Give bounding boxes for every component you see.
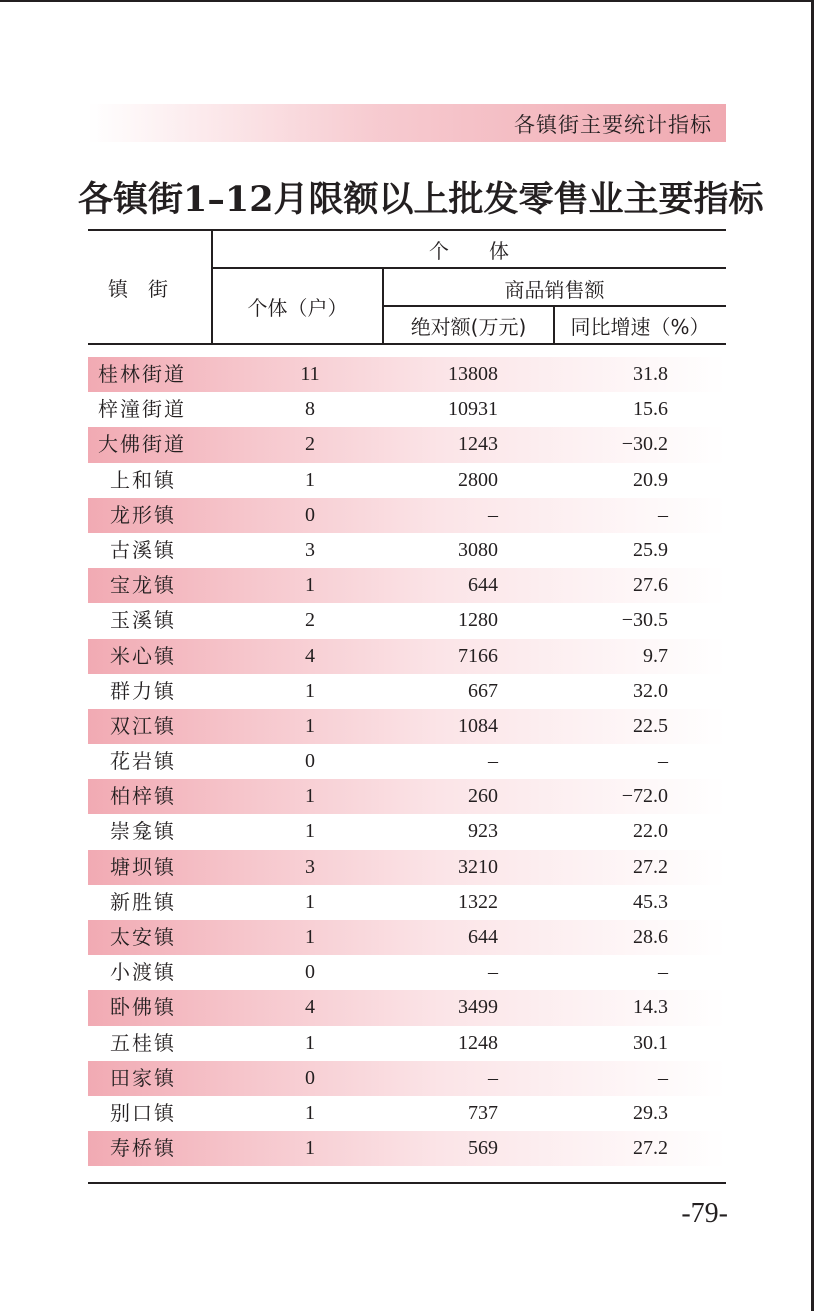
sales-absolute-cell: – [488, 961, 498, 984]
table-row [88, 639, 726, 674]
town-name-cell: 寿桥镇 [110, 1136, 176, 1161]
household-count-cell: 1 [305, 1031, 315, 1054]
table-row [88, 744, 726, 779]
sales-absolute-cell: 13808 [448, 363, 498, 385]
table-row [88, 955, 726, 990]
town-name-cell: 双江镇 [110, 713, 176, 738]
town-name-cell: 宝龙镇 [110, 573, 176, 598]
sales-absolute-cell: – [488, 503, 498, 526]
household-count-cell: 11 [300, 363, 320, 385]
sales-yoy-cell: 31.8 [633, 363, 668, 385]
section-title: 各镇街主要统计指标 [514, 113, 712, 137]
sales-absolute-cell: 3210 [458, 855, 498, 878]
table-row [88, 463, 726, 498]
household-count-cell: 8 [305, 398, 315, 421]
town-name-cell: 古溪镇 [110, 537, 176, 562]
town-name-cell: 米心镇 [110, 643, 176, 668]
sales-absolute-cell: 1248 [458, 1031, 498, 1054]
table-row [88, 533, 726, 568]
sales-absolute-cell: 3080 [458, 538, 498, 561]
town-name-cell: 塘坝镇 [110, 854, 176, 879]
household-count-cell: 1 [305, 1101, 315, 1124]
household-count-cell: 0 [305, 961, 315, 984]
sales-yoy-cell: 45.3 [633, 890, 668, 913]
town-name-cell: 群力镇 [110, 678, 176, 703]
town-name-cell: 新胜镇 [110, 889, 176, 914]
page-number: -79- [681, 1198, 728, 1229]
header-town: 镇 街 [108, 277, 168, 301]
table-row [88, 814, 726, 849]
sales-absolute-cell: 667 [468, 679, 498, 702]
table-row [88, 568, 726, 603]
table-row [88, 427, 726, 462]
town-name-cell: 五桂镇 [110, 1030, 176, 1055]
table-row [88, 498, 726, 533]
table-row [88, 1131, 726, 1166]
section-banner [88, 104, 726, 142]
sales-absolute-cell: 3499 [458, 996, 498, 1019]
sales-yoy-cell: 30.1 [633, 1031, 668, 1054]
sales-absolute-cell: 569 [468, 1137, 498, 1160]
sales-yoy-cell: – [658, 1066, 668, 1089]
town-name-cell: 别口镇 [110, 1100, 176, 1125]
household-count-cell: 1 [305, 574, 315, 597]
town-name-cell: 田家镇 [110, 1065, 176, 1090]
household-count-cell: 1 [305, 926, 315, 948]
sales-absolute-cell: 1280 [458, 609, 498, 632]
household-count-cell: 0 [305, 1066, 315, 1089]
header-individual: 个 体 [429, 239, 509, 263]
sales-absolute-cell: 923 [468, 820, 498, 843]
sales-yoy-cell: 29.3 [633, 1101, 668, 1124]
household-count-cell: 3 [305, 538, 315, 561]
table-row [88, 850, 726, 885]
household-count-cell: 1 [305, 1137, 315, 1160]
sales-absolute-cell: 1243 [458, 433, 498, 456]
household-count-cell: 4 [305, 644, 315, 667]
town-name-cell: 龙形镇 [110, 502, 176, 527]
header-rule-2 [383, 305, 726, 307]
sales-yoy-cell: 9.7 [643, 644, 668, 667]
table-row [88, 1061, 726, 1096]
town-name-cell: 太安镇 [110, 925, 176, 949]
sales-yoy-cell: – [658, 503, 668, 526]
sales-absolute-cell: – [488, 750, 498, 773]
sales-yoy-cell: 27.2 [633, 1137, 668, 1160]
header-bottom-rule [88, 343, 726, 345]
town-name-cell: 玉溪镇 [110, 608, 176, 633]
table-row [88, 674, 726, 709]
household-count-cell: 3 [305, 855, 315, 878]
sales-yoy-cell: 20.9 [633, 468, 668, 491]
household-count-cell: 1 [305, 714, 315, 737]
sales-yoy-cell: −30.2 [621, 433, 668, 456]
header-absolute: 绝对额(万元) [410, 315, 527, 339]
page-border-top [0, 0, 814, 2]
sales-yoy-cell: 27.6 [633, 574, 668, 597]
sales-yoy-cell: 27.2 [633, 855, 668, 878]
sales-yoy-cell: −72.0 [621, 785, 668, 808]
town-name-cell: 卧佛镇 [110, 995, 176, 1020]
household-count-cell: 1 [305, 679, 315, 702]
sales-absolute-cell: 1322 [458, 890, 498, 913]
sales-yoy-cell: 22.5 [633, 714, 668, 737]
sales-yoy-cell: 22.0 [633, 820, 668, 843]
town-name-cell: 大佛街道 [98, 432, 186, 457]
household-count-cell: 0 [305, 503, 315, 526]
sales-absolute-cell: – [488, 1066, 498, 1089]
table-row [88, 990, 726, 1025]
household-count-cell: 1 [305, 890, 315, 913]
sales-absolute-cell: 2800 [458, 468, 498, 491]
table-row [88, 709, 726, 744]
table-row [88, 392, 726, 427]
sales-yoy-cell: – [658, 961, 668, 984]
table-body [88, 357, 726, 1166]
household-count-cell: 2 [305, 609, 315, 632]
table-row [88, 1096, 726, 1131]
sales-absolute-cell: 737 [468, 1101, 498, 1124]
town-name-cell: 梓潼街道 [98, 397, 186, 422]
sales-absolute-cell: 644 [468, 926, 498, 948]
sales-yoy-cell: 32.0 [633, 679, 668, 702]
town-name-cell: 崇龛镇 [110, 819, 176, 844]
household-count-cell: 0 [305, 750, 315, 773]
sales-absolute-cell: 10931 [448, 398, 498, 421]
household-count-cell: 1 [305, 785, 315, 808]
household-count-cell: 2 [305, 433, 315, 456]
sales-yoy-cell: −30.5 [621, 609, 668, 632]
town-name-cell: 花岩镇 [110, 749, 176, 774]
table-row [88, 603, 726, 638]
table-row [88, 1026, 726, 1061]
page-title: 各镇街1–12月限额以上批发零售业主要指标 [78, 179, 764, 220]
header-top-rule [88, 229, 726, 231]
table-row [88, 885, 726, 920]
household-count-cell: 1 [305, 468, 315, 491]
sales-yoy-cell: 14.3 [633, 996, 668, 1019]
sales-absolute-cell: 1084 [458, 714, 498, 737]
table-row [88, 920, 726, 955]
town-name-cell: 小渡镇 [110, 960, 176, 985]
header-yoy: 同比增速（%） [570, 315, 710, 339]
header-rule-1 [212, 267, 726, 269]
sales-yoy-cell: 25.9 [633, 538, 668, 561]
table-row [88, 357, 726, 392]
household-count-cell: 4 [305, 996, 315, 1019]
table-bottom-rule [88, 1182, 726, 1184]
sales-absolute-cell: 644 [468, 574, 498, 597]
household-count-cell: 1 [305, 820, 315, 843]
table-row [88, 779, 726, 814]
sales-yoy-cell: 15.6 [633, 398, 668, 421]
sales-absolute-cell: 260 [468, 785, 498, 808]
town-name-cell: 桂林街道 [98, 362, 186, 386]
town-name-cell: 上和镇 [110, 467, 176, 492]
sales-yoy-cell: 28.6 [633, 926, 668, 948]
header-sales: 商品销售额 [504, 278, 605, 302]
sales-yoy-cell: – [658, 750, 668, 773]
header-count: 个体（户） [247, 296, 348, 320]
town-name-cell: 柏梓镇 [110, 784, 176, 809]
sales-absolute-cell: 7166 [458, 644, 498, 667]
